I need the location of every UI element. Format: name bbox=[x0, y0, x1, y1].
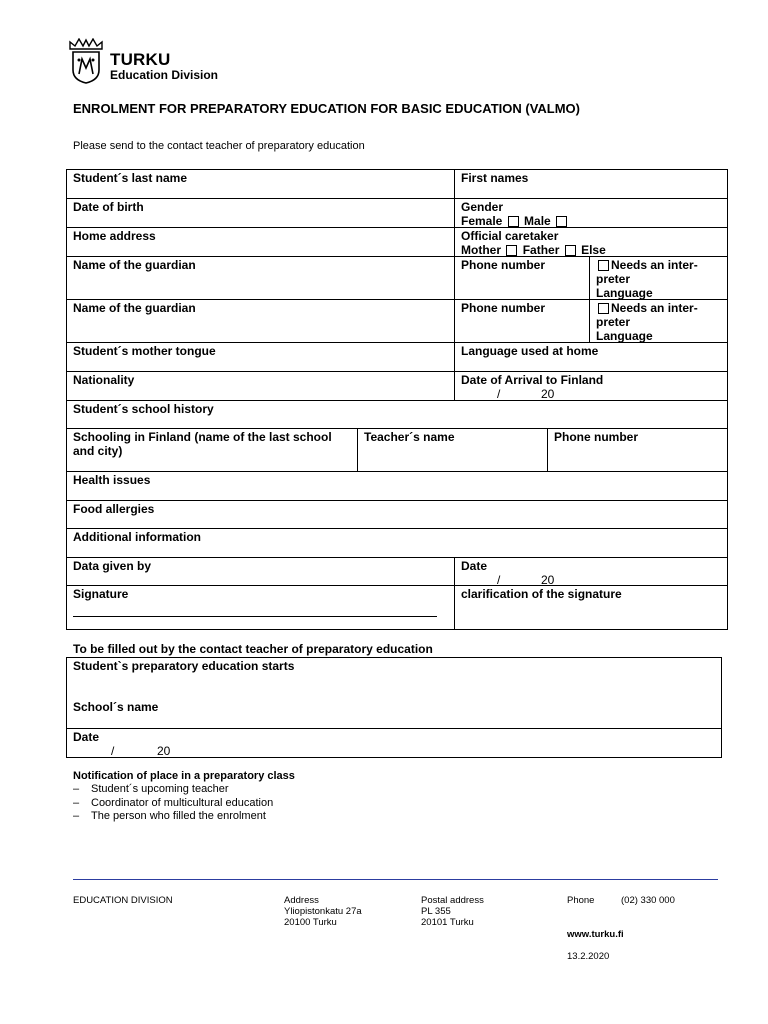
clarification-label: clarification of the signature bbox=[461, 587, 622, 601]
else-label: Else bbox=[581, 243, 606, 257]
form-row bbox=[67, 501, 727, 529]
father-label: Father bbox=[522, 243, 560, 257]
signature-field[interactable] bbox=[67, 586, 454, 629]
guardian-1-field[interactable] bbox=[67, 257, 454, 299]
footer-address bbox=[284, 895, 362, 928]
mother-label: Mother bbox=[461, 243, 501, 257]
form-row bbox=[67, 372, 727, 401]
date-field[interactable] bbox=[454, 558, 727, 585]
data-given-by-field[interactable] bbox=[67, 558, 454, 585]
home-language-label: Language used at home bbox=[461, 344, 599, 358]
signature-label: Signature bbox=[73, 587, 129, 601]
father-checkbox[interactable] bbox=[565, 245, 576, 256]
mother-checkbox[interactable] bbox=[506, 245, 517, 256]
education-start-field[interactable] bbox=[67, 658, 721, 729]
first-names-label: First names bbox=[461, 171, 529, 185]
instruction-text: Please send to the contact teacher of preparatory education bbox=[73, 140, 365, 152]
teachers-name-label: Teacher´s name bbox=[364, 430, 455, 444]
org-name: TURKU bbox=[110, 50, 171, 69]
form-row bbox=[67, 586, 727, 629]
guardian-1-interpreter bbox=[589, 257, 727, 299]
mother-tongue-field[interactable] bbox=[67, 343, 454, 371]
clarification-field[interactable] bbox=[454, 586, 727, 629]
gender-label: Gender bbox=[461, 200, 504, 214]
date-slash: / bbox=[497, 573, 501, 587]
home-language-field[interactable] bbox=[454, 343, 727, 371]
footer-phone-label: Phone bbox=[567, 895, 595, 906]
footer-date: 13.2.2020 bbox=[567, 951, 610, 962]
footer-division: EDUCATION DIVISION bbox=[73, 895, 173, 906]
last-name-field[interactable] bbox=[67, 170, 454, 198]
enrolment-form bbox=[66, 169, 728, 630]
mother-tongue-label: Student´s mother tongue bbox=[73, 344, 216, 358]
language-2-label: Language bbox=[596, 329, 653, 343]
postal-label: Postal address bbox=[421, 895, 484, 906]
form-row bbox=[67, 558, 727, 586]
guardian-2-label: Name of the guardian bbox=[73, 301, 196, 315]
form-row bbox=[67, 199, 727, 228]
data-given-by-label: Data given by bbox=[73, 559, 152, 573]
school-name-label: School´s name bbox=[73, 700, 159, 714]
health-issues-field[interactable] bbox=[67, 472, 727, 500]
arrival-date-field[interactable] bbox=[454, 372, 727, 400]
female-label: Female bbox=[461, 214, 503, 228]
arrival-date-label: Date of Arrival to Finland bbox=[461, 373, 604, 387]
teacher-date-field[interactable] bbox=[67, 729, 721, 757]
form-row bbox=[67, 429, 727, 472]
interpreter-2-label: Needs an inter- bbox=[611, 301, 698, 315]
address-label: Address bbox=[284, 895, 319, 906]
additional-info-field[interactable] bbox=[67, 529, 727, 557]
nationality-field[interactable] bbox=[67, 372, 454, 400]
guardian-1-label: Name of the guardian bbox=[73, 258, 196, 272]
guardian-2-phone-field[interactable] bbox=[454, 300, 589, 342]
signature-line bbox=[73, 602, 437, 617]
footer-website-link[interactable]: www.turku.fi bbox=[567, 929, 624, 940]
guardian-2-field[interactable] bbox=[67, 300, 454, 342]
nationality-label: Nationality bbox=[73, 373, 135, 387]
interpreter-1-label: Needs an inter- bbox=[611, 258, 698, 272]
school-phone-label: Phone number bbox=[554, 430, 639, 444]
school-history-header bbox=[67, 401, 727, 428]
additional-info-label: Additional information bbox=[73, 530, 201, 544]
female-checkbox[interactable] bbox=[508, 216, 519, 227]
date-slash: / bbox=[111, 744, 115, 758]
list-item: – Coordinator of multicultural education bbox=[73, 796, 274, 809]
phone-2-label: Phone number bbox=[461, 301, 546, 315]
education-start-label: Student`s preparatory education starts bbox=[73, 659, 295, 673]
home-address-label: Home address bbox=[73, 229, 156, 243]
date-slash: / bbox=[497, 387, 501, 401]
date-label: Date bbox=[461, 559, 488, 573]
school-phone-field[interactable] bbox=[547, 429, 727, 471]
date-year: 20 bbox=[541, 573, 555, 587]
food-allergies-label: Food allergies bbox=[73, 502, 155, 516]
footer-phone-number: (02) 330 000 bbox=[621, 895, 675, 906]
form-row bbox=[67, 257, 727, 300]
last-name-label: Student´s last name bbox=[73, 171, 188, 185]
caretaker-field bbox=[454, 228, 727, 256]
form-row bbox=[67, 170, 727, 199]
teacher-date-label: Date bbox=[73, 730, 100, 744]
interpreter-2-checkbox[interactable] bbox=[598, 303, 609, 314]
postal-city: 20101 Turku bbox=[421, 917, 474, 928]
date-of-birth-label: Date of birth bbox=[73, 200, 144, 214]
form-row bbox=[67, 343, 727, 372]
health-issues-label: Health issues bbox=[73, 473, 151, 487]
date-year: 20 bbox=[541, 387, 555, 401]
notification-list bbox=[73, 783, 273, 824]
page-title: ENROLMENT FOR PREPARATORY EDUCATION FOR BASIC EDUCATION (VALMO) bbox=[73, 101, 580, 116]
schooling-in-finland-field[interactable] bbox=[67, 429, 357, 471]
form-row bbox=[67, 401, 727, 429]
guardian-1-phone-field[interactable] bbox=[454, 257, 589, 299]
food-allergies-field[interactable] bbox=[67, 501, 727, 528]
teachers-name-field[interactable] bbox=[357, 429, 547, 471]
schooling-in-finland-label: Schooling in Finland (name of the last school and city) bbox=[73, 430, 332, 458]
division-name: Education Division bbox=[110, 68, 219, 82]
teacher-section-title: To be filled out by the contact teacher of preparatory education bbox=[73, 642, 433, 656]
address-street: Yliopistonkatu 27a bbox=[284, 906, 362, 917]
address-city: 20100 Turku bbox=[284, 917, 337, 928]
form-row bbox=[67, 300, 727, 343]
coat-of-arms-icon bbox=[71, 50, 101, 84]
interpreter-1-label-cont: preter bbox=[596, 272, 631, 286]
interpreter-2-label-cont: preter bbox=[596, 315, 631, 329]
list-item: – The person who filled the enrolment bbox=[73, 810, 266, 822]
teacher-form bbox=[66, 657, 722, 758]
list-item: – Student´s upcoming teacher bbox=[73, 783, 229, 795]
school-history-label: Student´s school history bbox=[73, 402, 214, 416]
footer-postal bbox=[421, 895, 484, 928]
footer-divider bbox=[73, 879, 718, 880]
interpreter-1-checkbox[interactable] bbox=[598, 260, 609, 271]
form-row bbox=[67, 529, 727, 558]
caretaker-label: Official caretaker bbox=[461, 229, 559, 243]
guardian-2-interpreter bbox=[589, 300, 727, 342]
gender-field bbox=[454, 199, 727, 227]
form-row bbox=[67, 228, 727, 257]
home-address-field[interactable] bbox=[67, 228, 454, 256]
form-row bbox=[67, 472, 727, 501]
male-label: Male bbox=[524, 214, 551, 228]
crown-icon bbox=[68, 38, 104, 50]
postal-box: PL 355 bbox=[421, 906, 451, 917]
notification-title: Notification of place in a preparatory class bbox=[73, 770, 295, 782]
first-names-field[interactable] bbox=[454, 170, 727, 198]
date-year: 20 bbox=[157, 744, 171, 758]
language-1-label: Language bbox=[596, 286, 653, 300]
male-checkbox[interactable] bbox=[556, 216, 567, 227]
phone-1-label: Phone number bbox=[461, 258, 546, 272]
date-of-birth-field[interactable] bbox=[67, 199, 454, 227]
